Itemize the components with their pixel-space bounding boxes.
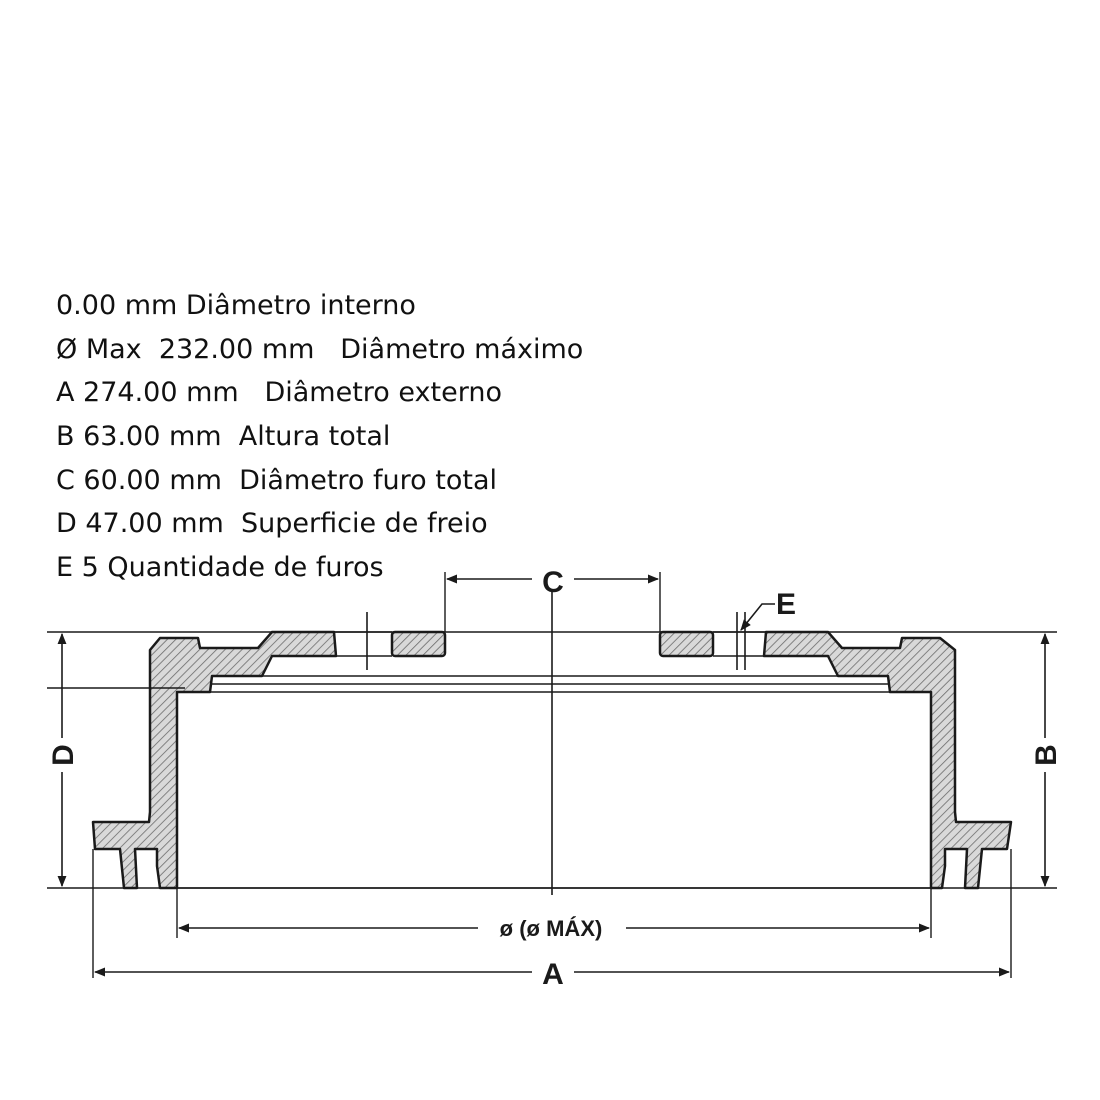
dimension-a-label: A (542, 958, 564, 991)
dimension-diameter-label: ø (ø MÁX) (499, 916, 603, 941)
left-drum-section (93, 632, 336, 888)
hub-pad-right (660, 632, 713, 656)
hub-face-outline (177, 632, 931, 888)
spec-inner-diameter: 0.00 mm Diâmetro interno (56, 290, 416, 321)
dimension-c-label: C (542, 566, 564, 599)
dimension-e-label: E (775, 588, 797, 621)
right-drum-section (764, 632, 1011, 888)
spec-total-height: B 63.00 mm Altura total (56, 421, 391, 452)
spec-hole-count: E 5 Quantidade de furos (56, 552, 384, 583)
spec-max-diameter: Ø Max 232.00 mm Diâmetro máximo (56, 334, 584, 365)
spec-outer-diameter: A 274.00 mm Diâmetro externo (56, 377, 502, 408)
dimension-d-label: D (47, 744, 80, 766)
spec-brake-surface: D 47.00 mm Superficie de freio (56, 508, 488, 539)
spec-hole-diameter: C 60.00 mm Diâmetro furo total (56, 465, 497, 496)
dimension-b-label: B (1030, 744, 1063, 766)
hub-pad-left (392, 632, 445, 656)
